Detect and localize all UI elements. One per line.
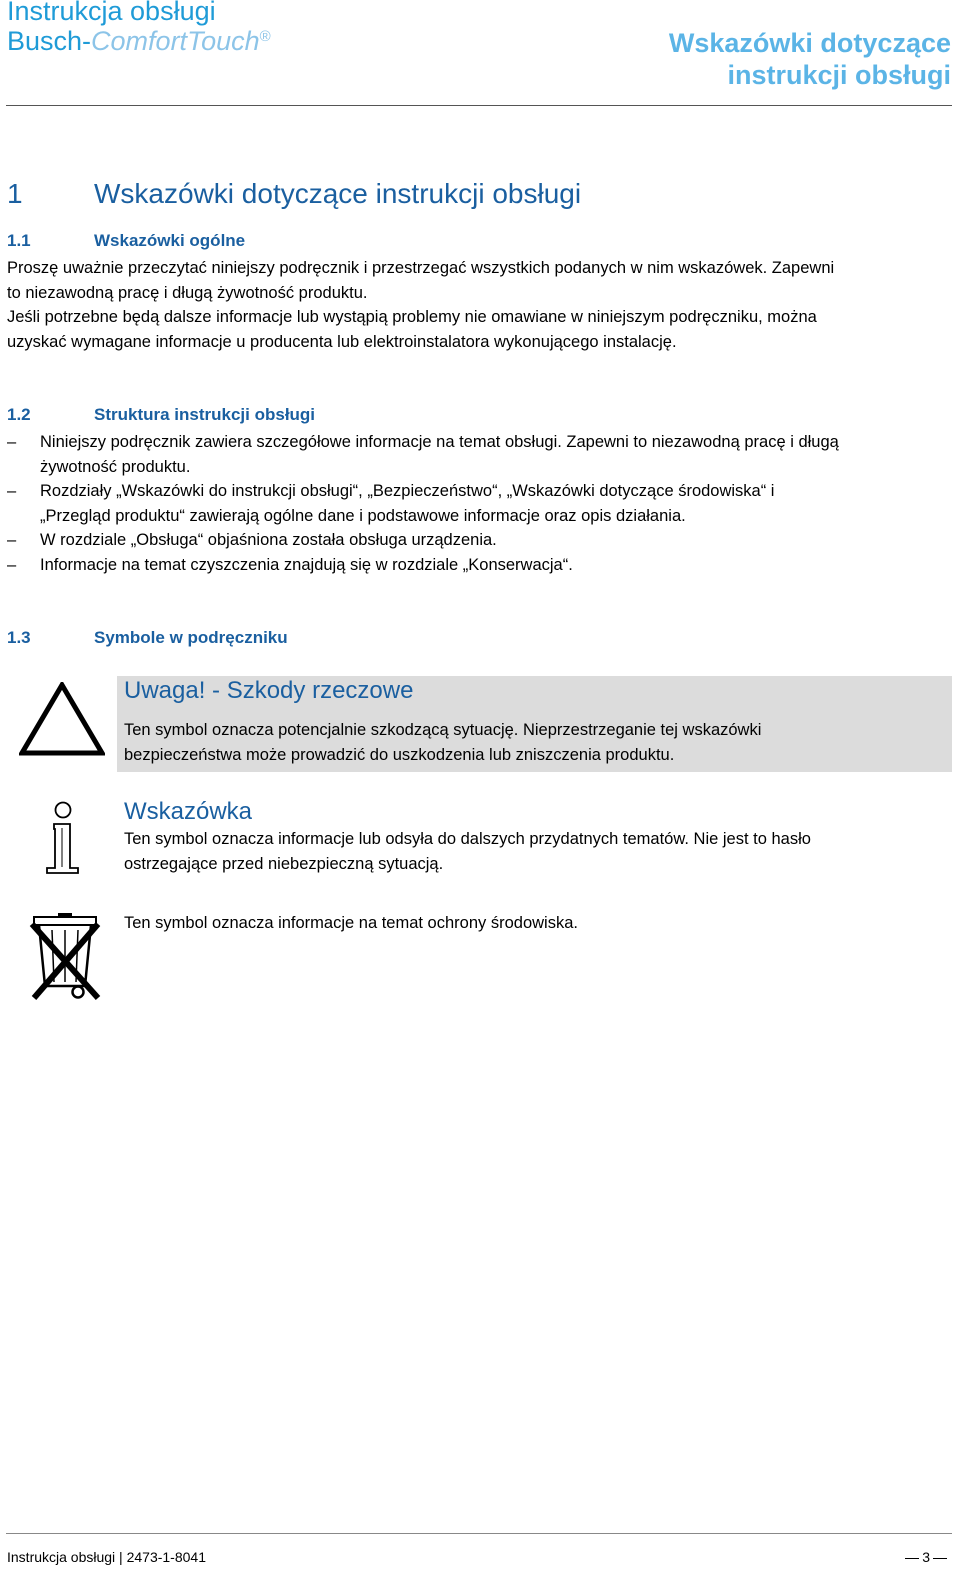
section-title: Wskazówki ogólne [94, 231, 246, 250]
running-section-title-line1: Wskazówki dotyczące [668, 28, 951, 58]
general-notes-paragraph [7, 256, 952, 354]
chapter-number: 1 [7, 178, 23, 209]
running-section-title-line2: instrukcji obsługi [727, 60, 951, 90]
page-number-value: 3 [922, 1549, 930, 1565]
list-item [7, 479, 952, 528]
note-text [124, 827, 811, 876]
warning-text [124, 718, 761, 767]
list-dash: – [7, 433, 17, 451]
section-title: Struktura instrukcji obsługi [94, 405, 316, 424]
crossed-bin-icon [28, 912, 102, 1007]
warning-text-line: bezpieczeństwa może prowadzić do uszkodzenia lub zniszczenia produktu. [124, 745, 675, 764]
list-item-line: „Przegląd produktu“ zawierają ogólne dane i podstawowe informacje oraz opis działania. [40, 506, 686, 525]
brand-prefix: Busch- [7, 26, 92, 56]
chapter-title: Wskazówki dotyczące instrukcji obsługi [94, 178, 582, 209]
note-title: Wskazówka [124, 798, 253, 825]
list-item-line: Rozdziały „Wskazówki do instrukcji obsługi“, „Bezpieczeństwo“, „Wskazówki dotyczące środowiska“ i [40, 482, 775, 500]
footer-doc-info: Instrukcja obsługi | 2473-1-8041 [7, 1549, 206, 1565]
list-item [7, 528, 952, 553]
running-section-title [669, 27, 951, 91]
environment-text-line: Ten symbol oznacza informacje na temat ochrony środowiska. [124, 914, 578, 932]
warning-title: Uwaga! - Szkody rzeczowe [124, 677, 414, 704]
paragraph-line: Jeśli potrzebne będą dalsze informacje lub wystąpią problemy nie omawiane w niniejszym podręczniku, można [7, 308, 817, 326]
list-item [7, 553, 952, 578]
list-item-line: żywotność produktu. [40, 457, 191, 476]
list-item-line: Informacje na temat czyszczenia znajdują się w rozdziale „Konserwacja“. [40, 555, 573, 574]
environment-text [124, 911, 578, 936]
list-dash: – [7, 531, 17, 549]
list-dash: – [7, 482, 17, 500]
list-item-line: W rozdziale „Obsługa“ objaśniona została obsługa urządzenia. [40, 531, 497, 549]
document-header [7, 0, 271, 56]
page-number-dash-right [933, 1558, 947, 1559]
page-number [902, 1549, 950, 1565]
warning-text-line: Ten symbol oznacza potencjalnie szkodzącą sytuację. Nieprzestrzeganie tej wskazówki [124, 721, 762, 739]
list-item-line: Niniejszy podręcznik zawiera szczegółowe informacje na temat obsługi. Zapewni to niezawodną pracę i długą [40, 433, 839, 451]
structure-list [7, 430, 952, 577]
document-title: Instrukcja obsługi [7, 0, 216, 26]
section-number: 1.2 [7, 405, 31, 424]
product-name [7, 26, 271, 56]
list-item [7, 430, 952, 479]
note-text-line: ostrzegające przed niebezpieczną sytuacją. [124, 854, 444, 873]
footer-divider [6, 1533, 952, 1534]
info-icon [42, 800, 84, 881]
page-number-dash-left [905, 1558, 919, 1559]
warning-triangle-icon [19, 682, 105, 761]
note-text-line: Ten symbol oznacza informacje lub odsyła do dalszych przydatnych tematów. Nie jest to hasło [124, 830, 811, 848]
list-dash: – [7, 555, 17, 574]
brand-product: ComfortTouch [91, 26, 260, 56]
paragraph-line: uzyskać wymagane informacje u producenta lub elektroinstalatora wykonującego instalację. [7, 332, 677, 351]
registered-mark: ® [259, 28, 271, 45]
header-divider [6, 105, 952, 106]
paragraph-line: to niezawodną pracę i długą żywotność produktu. [7, 283, 368, 302]
section-number: 1.3 [7, 628, 31, 647]
section-number: 1.1 [7, 231, 31, 250]
section-title: Symbole w podręczniku [94, 628, 288, 647]
paragraph-line: Proszę uważnie przeczytać niniejszy podręcznik i przestrzegać wszystkich podanych w nim wskazówek. Zapewni [7, 259, 835, 277]
